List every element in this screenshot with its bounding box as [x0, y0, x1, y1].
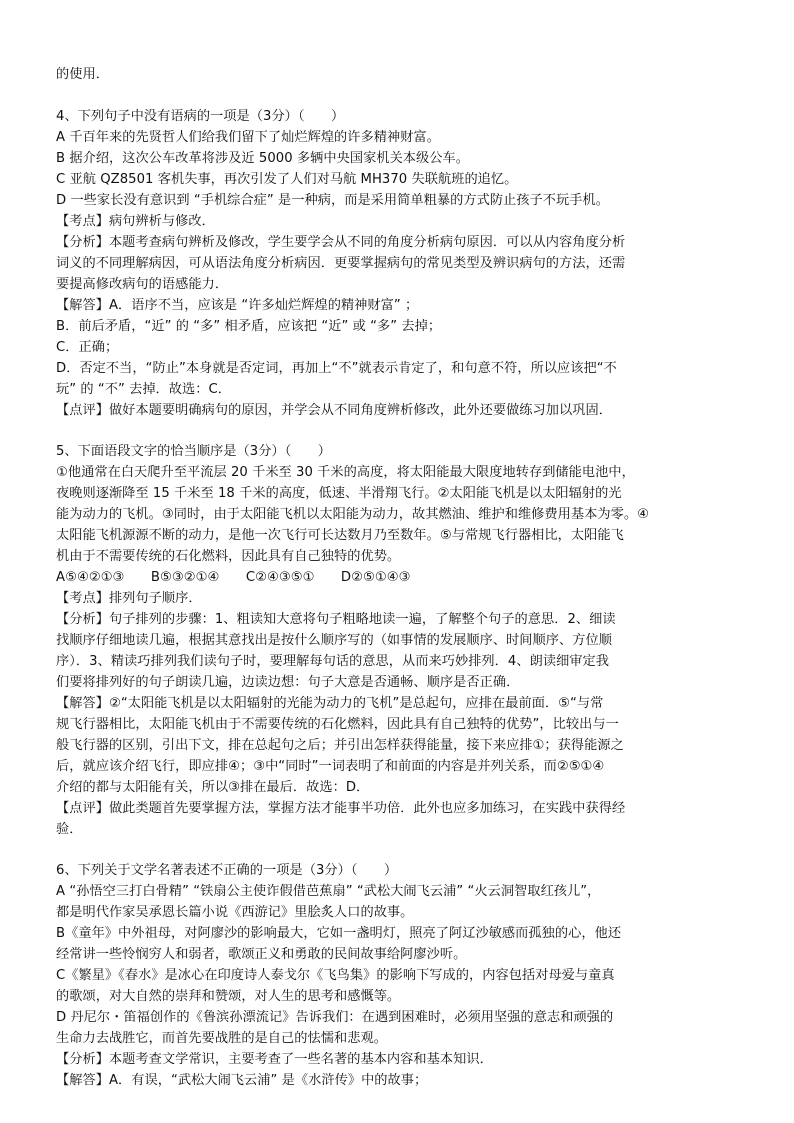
text-line: A 千百年来的先贤哲人们给我们留下了灿烂辉煌的许多精神财富。 [56, 130, 440, 145]
text-line: 【分析】本题考查病句辨析及修改，学生要学会从不同的角度分析病句原因．可以从内容角度分析 [56, 235, 626, 250]
text-line: 玩” 的 “不” 去掉．故选：C． [56, 382, 232, 397]
text-line: 【考点】病句辨析与修改． [56, 214, 215, 229]
text-line: C《繁星》《春水》是冰心在印度诗人泰戈尔《飞鸟集》的影响下写成的，内容包括对母爱与童真 [56, 968, 615, 983]
text-line: 【点评】做好本题要明确病句的原因，并学会从不同角度辨析修改，此外还要做练习加以巩固． [56, 403, 612, 418]
text-line: 般飞行器的区别，引出下文，排在总起句之后；并引出怎样获得能量，接下来应排①；获得能源之 [56, 738, 624, 753]
text-line: 5、下面语段文字的恰当顺序是（3分）（ ） [56, 444, 332, 459]
text-line: 后，就应该介绍飞行，即应排④；③中“同时”一词表明了和前面的内容是并列关系，而②⑤①④ [56, 759, 605, 774]
text-line: 规飞行器相比，太阳能飞机由于不需要传统的石化燃料，因此具有自己独特的优势”，比较出与一 [56, 717, 619, 732]
text-line: 序）．3、精读巧排列我们读句子时，要理解每句话的意思，从而来巧妙排列．4、朗读细审定我 [56, 654, 610, 669]
text-line: 太阳能飞机源源不断的动力，是他一次飞行可长达数月乃至数年。⑤与常规飞行器相比，太阳能飞 [56, 528, 624, 543]
text-line: 夜晚则逐渐降至 15 千米至 18 千米的高度，低速、半滑翔飞行。②太阳能飞机是以太阳辐射的光 [56, 486, 622, 501]
text-line: 验． [56, 822, 83, 837]
text-line: 【点评】做此类题首先要掌握方法，掌握方法才能事半功倍．此外也应多加练习，在实践中获得经 [56, 801, 626, 816]
text-line: 6、下列关于文学名著表述不正确的一项是（3分）（ ） [56, 863, 398, 878]
text-line: 介绍的都与太阳能有关，所以③排在最后．故选：D． [56, 780, 370, 795]
text-line: 【解答】A．语序不当，应该是 “许多灿烂辉煌的精神财富” ； [56, 298, 419, 313]
text-line: 【考点】排列句子顺序． [56, 591, 202, 606]
text-line: D 丹尼尔・笛福创作的《鲁滨孙漂流记》告诉我们：在遇到困难时，必须用坚强的意志和顽强的 [56, 1010, 614, 1025]
text-line: 的使用． [56, 67, 109, 82]
text-line: 经常讲一些怜悯穷人和弱者，歌颂正义和勇敢的民间故事给阿廖沙听。 [56, 947, 467, 962]
text-line: 【分析】句子排列的步骤：1、粗读知大意将句子粗略地读一遍，了解整个句子的意思．2、细读 [56, 612, 616, 627]
text-line: B《童年》中外祖母，对阿廖沙的影响最大，它如一盏明灯，照亮了阿辽沙敏感而孤独的心，他还 [56, 926, 622, 941]
text-line: 找顺序仔细地读几遍，根据其意找出是按什么顺序写的（如事情的发展顺序、时间顺序、方位顺 [56, 633, 612, 648]
text-line: 【解答】②“太阳能飞机是以太阳辐射的光能为动力的飞机”是总起句，应排在最前面．⑤“与常 [56, 696, 604, 711]
text-line: ①他通常在白天爬升至平流层 20 千米至 30 千米的高度，将太阳能最大限度地转存到储能电池中， [56, 465, 635, 480]
text-line: B．前后矛盾，“近” 的 “多” 相矛盾，应该把 “近” 或 “多” 去掉； [56, 319, 442, 334]
text-line: 4、下列句子中没有语病的一项是（3分）（ ） [56, 109, 345, 124]
text-line: B 据介绍，这次公车改革将涉及近 5000 多辆中央国家机关本级公车。 [56, 151, 469, 166]
text-line: A “孙悟空三打白骨精” “铁扇公主使诈假借芭蕉扇” “武松大闹飞云浦” “火云洞智取红孩儿”， [56, 884, 601, 899]
text-line: 【分析】本题考查文学常识，主要考查了一些名著的基本内容和基本知识． [56, 1052, 493, 1067]
text-line: D 一些家长没有意识到 “手机综合症” 是一种病，而是采用简单粗暴的方式防止孩子不玩手机。 [56, 193, 609, 208]
text-line: 都是明代作家吴承恩长篇小说《西游记》里脍炙人口的故事。 [56, 905, 414, 920]
text-line: 要提高修改病句的语感能力． [56, 277, 229, 292]
text-line: 【解答】A．有误，“武松大闹飞云浦” 是《水浒传》中的故事； [56, 1073, 428, 1088]
text-line: 们要将排列好的句子朗读几遍，边读边想：句子大意是否通畅、顺序是否正确． [56, 675, 520, 690]
text-line: 生命力去战胜它，而首先要战胜的是自己的怯懦和悲观。 [56, 1031, 387, 1046]
text-line: 能为动力的飞机。③同时，由于太阳能飞机以太阳能为动力，故其燃油、维护和维修费用基本为零。④ [56, 507, 649, 522]
text-line: D．否定不当，“防止”本身就是否定词，再加上“不”就表示肯定了，和句意不符，所以应该把“不 [56, 361, 617, 376]
text-line: A⑤④②①③ B⑤③②①④ C②④③⑤① D②⑤①④③ [56, 570, 411, 585]
text-line: 词义的不同理解病因，可从语法角度分析病因．更要掌握病句的常见类型及辨识病句的方法，还需 [56, 256, 626, 271]
text-line: 的歌颂，对大自然的崇拜和赞颂，对人生的思考和感慨等。 [56, 989, 401, 1004]
text-line: C 亚航 QZ8501 客机失事，再次引发了人们对马航 MH370 失联航班的追忆。 [56, 172, 518, 187]
text-line: 机由于不需要传统的石化燃料，因此具有自己独特的优势。 [56, 549, 401, 564]
text-line: C．正确； [56, 340, 119, 355]
